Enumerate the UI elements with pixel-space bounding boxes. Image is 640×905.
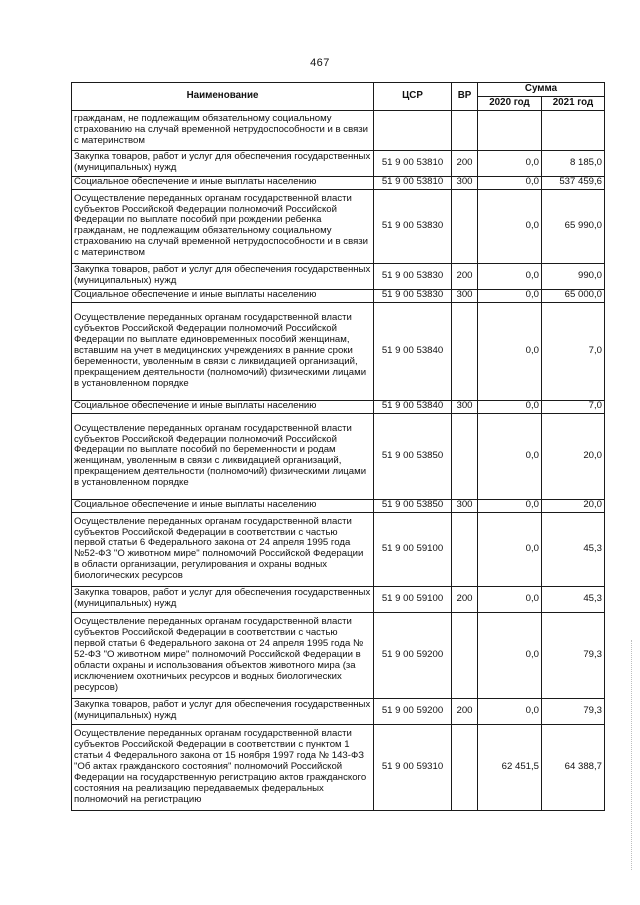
row-2021: 8 185,0	[542, 150, 605, 176]
header-vr: ВР	[452, 83, 478, 111]
row-2021: 45,3	[542, 586, 605, 612]
row-csr: 51 9 00 53850	[374, 413, 452, 499]
row-2020: 0,0	[478, 413, 542, 499]
row-csr: 51 9 00 59100	[374, 586, 452, 612]
row-csr: 51 9 00 53810	[374, 150, 452, 176]
table-row	[72, 176, 605, 189]
row-csr: 51 9 00 53830	[374, 289, 452, 302]
header-name: Наименование	[72, 83, 374, 111]
row-2020: 0,0	[478, 612, 542, 698]
table-row	[72, 263, 605, 289]
row-csr: 51 9 00 53830	[374, 263, 452, 289]
row-name: Осуществление переданных органам государственной власти субъектов Российской Федерации полномочий Российской Федерации по выплате пособий при рождении ребенка гражданам, не подлежащим обязательному социальному страхованию на случай временной нетрудоспособности и в связи с материнством	[72, 189, 374, 263]
row-2021: 45,3	[542, 512, 605, 586]
table-row	[72, 413, 605, 499]
header-row-top	[72, 83, 605, 97]
row-name: Социальное обеспечение и иные выплаты населению	[72, 400, 374, 413]
row-vr	[452, 512, 478, 586]
row-2020: 0,0	[478, 512, 542, 586]
row-csr: 51 9 00 53840	[374, 400, 452, 413]
row-vr: 200	[452, 586, 478, 612]
row-name: Осуществление переданных органам государственной власти субъектов Российской Федерации полномочий Российской Федерации по выплате пособий по беременности и родам женщинам, уволенным в связи с ликвидацией организаций, прекращением деятельности (полномочий) физическими лицами в установленном порядке	[72, 413, 374, 499]
row-2021: 20,0	[542, 413, 605, 499]
row-csr: 51 9 00 59200	[374, 612, 452, 698]
row-name: Социальное обеспечение и иные выплаты населению	[72, 176, 374, 189]
scan-edge-marks	[631, 640, 634, 870]
table-header	[72, 83, 605, 111]
row-vr: 300	[452, 400, 478, 413]
row-name: Осуществление переданных органам государственной власти субъектов Российской Федерации в соответствии с пунктом 1 статьи 4 Федерального закона от 15 ноября 1997 года № 143-ФЗ "Об актах гражданского состояния" полномочий Российской Федерации на государственную регистрацию актов гражданского состояния на реализацию передаваемых федеральных полномочий на регистрацию	[72, 724, 374, 810]
row-2021: 64 388,7	[542, 724, 605, 810]
row-name: Осуществление переданных органам государственной власти субъектов Российской Федерации полномочий Российской Федерации по выплате единовременных пособий женщинам, вставшим на учет в медицинских учреждениях в ранние сроки беременности, уволенным в связи с ликвидацией организаций, прекращением деятельности (полномочий) физическими лицами в установленном порядке	[72, 302, 374, 400]
row-2020: 0,0	[478, 698, 542, 724]
budget-table	[71, 82, 605, 811]
table-row	[72, 512, 605, 586]
row-2020: 0,0	[478, 586, 542, 612]
row-csr: 51 9 00 53810	[374, 176, 452, 189]
row-vr	[452, 189, 478, 263]
row-name: Закупка товаров, работ и услуг для обеспечения государственных (муниципальных) нужд	[72, 586, 374, 612]
row-name: гражданам, не подлежащим обязательному социальному страхованию на случай временной нетрудоспособности и в связи с материнством	[72, 110, 374, 150]
row-csr: 51 9 00 53830	[374, 189, 452, 263]
row-csr: 51 9 00 53850	[374, 499, 452, 512]
row-2021: 65 990,0	[542, 189, 605, 263]
table-row	[72, 110, 605, 150]
row-name: Закупка товаров, работ и услуг для обеспечения государственных (муниципальных) нужд	[72, 698, 374, 724]
row-csr: 51 9 00 59200	[374, 698, 452, 724]
row-2021: 990,0	[542, 263, 605, 289]
row-2020: 0,0	[478, 263, 542, 289]
header-sum: Сумма	[478, 83, 605, 97]
row-2021: 7,0	[542, 302, 605, 400]
row-2020: 0,0	[478, 189, 542, 263]
row-2021: 20,0	[542, 499, 605, 512]
row-2021: 79,3	[542, 698, 605, 724]
row-2021: 537 459,6	[542, 176, 605, 189]
row-2021	[542, 110, 605, 150]
row-2020: 62 451,5	[478, 724, 542, 810]
table-row	[72, 189, 605, 263]
row-vr: 300	[452, 499, 478, 512]
row-2020: 0,0	[478, 289, 542, 302]
row-vr	[452, 612, 478, 698]
row-2020: 0,0	[478, 176, 542, 189]
table-row	[72, 289, 605, 302]
row-2021: 65 000,0	[542, 289, 605, 302]
header-year-2021: 2021 год	[542, 96, 605, 110]
row-vr: 200	[452, 150, 478, 176]
row-vr	[452, 110, 478, 150]
row-csr	[374, 110, 452, 150]
table-row	[72, 150, 605, 176]
table-row	[72, 612, 605, 698]
header-csr: ЦСР	[374, 83, 452, 111]
row-name: Закупка товаров, работ и услуг для обеспечения государственных (муниципальных) нужд	[72, 150, 374, 176]
row-2021: 7,0	[542, 400, 605, 413]
row-name: Закупка товаров, работ и услуг для обеспечения государственных (муниципальных) нужд	[72, 263, 374, 289]
table-body	[72, 110, 605, 810]
row-2020	[478, 110, 542, 150]
row-2021: 79,3	[542, 612, 605, 698]
row-vr	[452, 724, 478, 810]
row-name: Осуществление переданных органам государственной власти субъектов Российской Федерации в соответствии с частью первой статьи 6 Федерального закона от 24 апреля 1995 года №52-ФЗ "О животном мире" полномочий Российской Федерации в области организации, регулирования и охраны водных биологических ресурсов	[72, 512, 374, 586]
row-vr	[452, 413, 478, 499]
row-name: Социальное обеспечение и иные выплаты населению	[72, 289, 374, 302]
row-csr: 51 9 00 59100	[374, 512, 452, 586]
row-2020: 0,0	[478, 400, 542, 413]
row-csr: 51 9 00 59310	[374, 724, 452, 810]
row-2020: 0,0	[478, 302, 542, 400]
table-row	[72, 698, 605, 724]
row-csr: 51 9 00 53840	[374, 302, 452, 400]
row-name: Социальное обеспечение и иные выплаты населению	[72, 499, 374, 512]
table-row	[72, 302, 605, 400]
row-vr: 200	[452, 698, 478, 724]
row-vr	[452, 302, 478, 400]
table-row	[72, 499, 605, 512]
row-name: Осуществление переданных органам государственной власти субъектов Российской Федерации в соответствии с частью первой статьи 6 Федерального закона от 24 апреля 1995 года № 52-ФЗ "О животном мире" полномочий Российской Федерации в области охраны и использования объектов животного мира (за исключением охотничьих ресурсов и водных биологических ресурсов)	[72, 612, 374, 698]
table-row	[72, 724, 605, 810]
page-number: 467	[310, 57, 330, 69]
row-vr: 200	[452, 263, 478, 289]
row-2020: 0,0	[478, 150, 542, 176]
row-2020: 0,0	[478, 499, 542, 512]
header-year-2020: 2020 год	[478, 96, 542, 110]
table-row	[72, 400, 605, 413]
table-row	[72, 586, 605, 612]
row-vr: 300	[452, 176, 478, 189]
row-vr: 300	[452, 289, 478, 302]
